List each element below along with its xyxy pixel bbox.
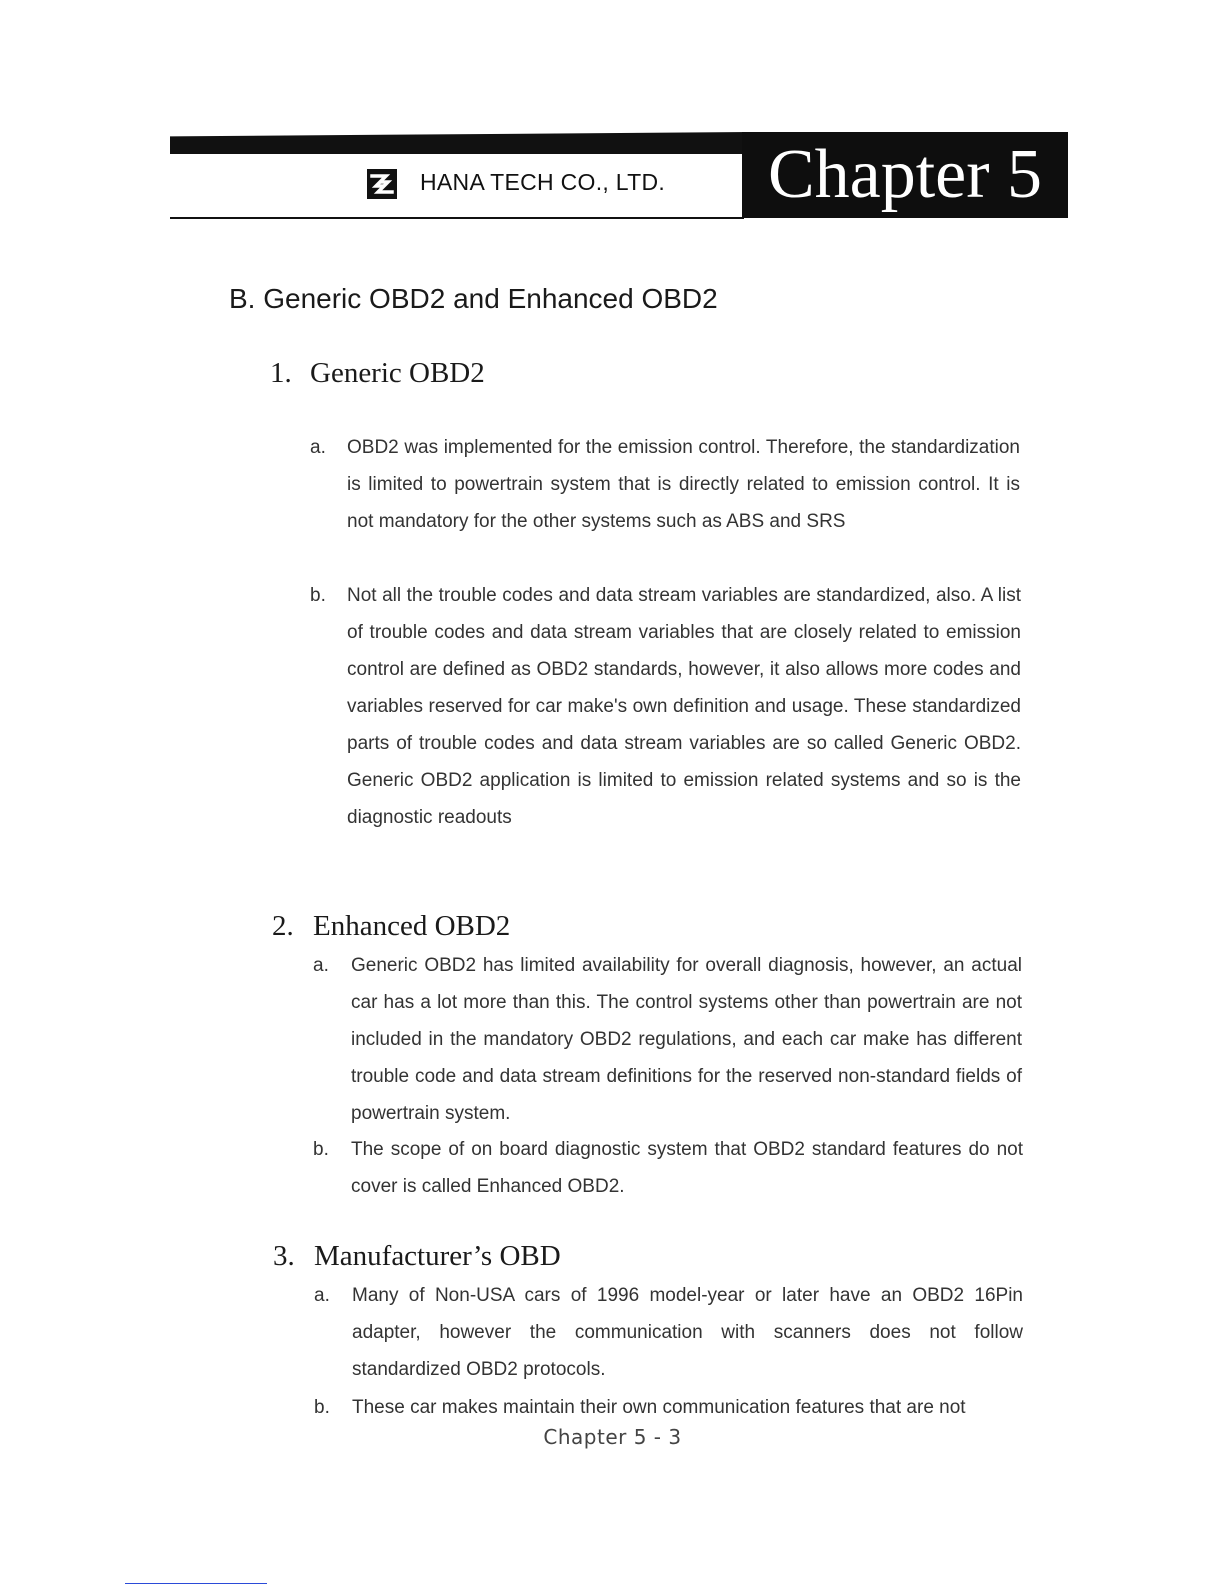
subsection-title: Manufacturer’s OBD xyxy=(314,1240,561,1272)
list-item-letter: b. xyxy=(310,585,326,606)
chapter-banner: Chapter 5 xyxy=(742,132,1068,218)
list-item-text: Generic OBD2 has limited availability for overall diagnosis, however, an actual car has a lot more than this. The control systems other than powertrain are not included in the mandatory OBD2 regulations, and each car make has different trouble code and data stream definitions for the reserved non-standard fields of powertrain system. xyxy=(351,955,1022,1124)
list-item-letter: b. xyxy=(314,1397,330,1418)
list-item-text: OBD2 was implemented for the emission control. Therefore, the standardization is limited to powertrain system that is directly related to emission control. It is not mandatory for the other systems such as ABS and SRS xyxy=(347,437,1020,532)
section-title: B. Generic OBD2 and Enhanced OBD2 xyxy=(229,283,718,314)
list-item-letter: a. xyxy=(313,955,329,976)
subsection-number: 2. xyxy=(272,910,294,942)
list-item-text: These car makes maintain their own communication features that are not xyxy=(352,1397,966,1418)
list-item-letter: b. xyxy=(313,1139,329,1160)
page-number: Chapter 5 - 3 xyxy=(543,1425,682,1449)
list-item-text: Not all the trouble codes and data stream variables are standardized, also. A list of trouble codes and data stream variables that are closely related to emission control are defined as OBD2 standards, however, it also allows more codes and variables reserved for car make's own definition and usage. These standardized parts of trouble codes and data stream variables are so called Generic OBD2. Generic OBD2 application is limited to emission related systems and so is the diagnostic readouts xyxy=(347,585,1021,828)
company-name: HANA TECH CO., LTD. xyxy=(420,169,666,195)
list-item-letter: a. xyxy=(310,437,326,458)
list-item-text: Many of Non-USA cars of 1996 model-year or later have an OBD2 16Pin adapter, however the communication with scanners does not follow standardized OBD2 protocols. xyxy=(352,1285,1023,1380)
subsection-number: 3. xyxy=(273,1240,295,1272)
subsection-title: Generic OBD2 xyxy=(310,357,485,389)
subsection-title: Enhanced OBD2 xyxy=(313,910,511,942)
bottom-link-line xyxy=(125,1583,267,1584)
list-item-text: The scope of on board diagnostic system that OBD2 standard features do not cover is called Enhanced OBD2. xyxy=(351,1139,1023,1197)
hana-tech-logo-icon xyxy=(366,168,398,200)
list-item-letter: a. xyxy=(314,1285,330,1306)
subsection-number: 1. xyxy=(270,357,292,389)
header-rule xyxy=(170,217,744,219)
header-top-bar xyxy=(170,132,750,154)
